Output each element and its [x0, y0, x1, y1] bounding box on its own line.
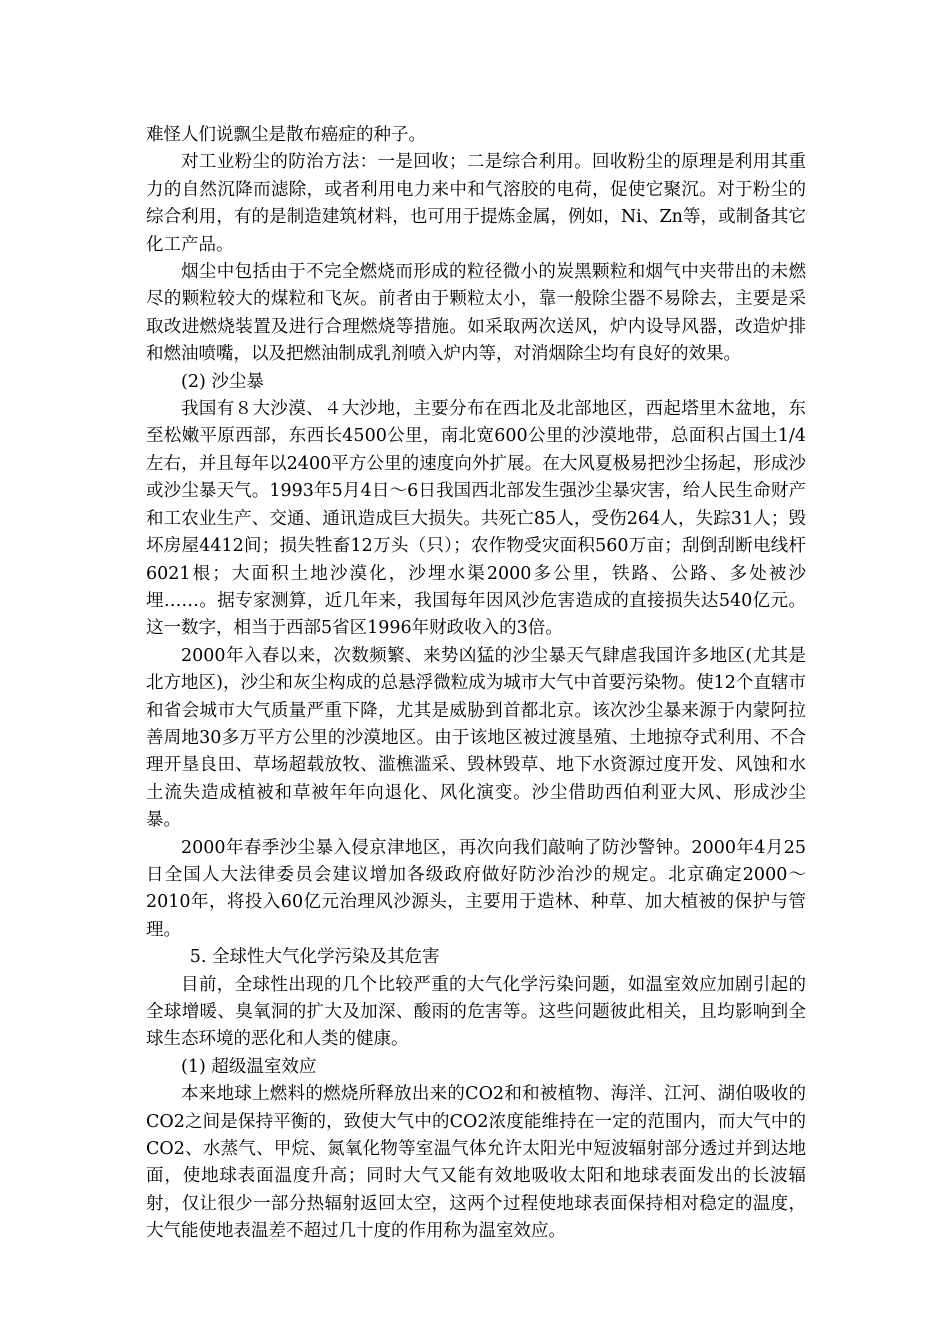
section-heading-greenhouse: (1) 超级温室效应 — [181, 1056, 317, 1077]
paragraph-greenhouse-effect: 本来地球上燃料的燃烧所释放出来的CO2和和被植物、海洋、江河、湖伯吸收的CO2之间是保持平衡的，致使大气中的CO2浓度能维持在一定的范围内，而大气中的CO2、水蒸气、甲烷、氮氧化物等室温气体允许太阳光中短波辐射部分透过并到达地面，使地球表面温度升高；同时大气又能有效地吸收太阳和地球表面发出的长波辐射，仅让很少一部分热辐射返回太空，这两个过程使地球表面保持相对稳定的温度，大气能使地表温差不超过几十度的作用称为温室效应。 — [146, 1084, 806, 1242]
section-heading-sandstorm: (2) 沙尘暴 — [181, 371, 264, 392]
paragraph-deserts: 我国有８大沙漠、４大沙地，主要分布在西北及北部地区，西起塔里木盆地，东至松嫩平原西部，东西长4500公里，南北宽600公里的沙漠地带，总面积占国土1/4左右，并且每年以2400平方公里的速度向外扩展。在大风夏极易把沙尘扬起，形成沙或沙尘暴天气。1993年5月4日～6日我国西北部发生强沙尘暴灾害，给人民生命财产和工农业生产、交通、通讯造成巨大损失。共死亡85人，受伤264人，失踪31人；毁坏房屋4412间；损失牲畜12万头（只）；农作物受灾面积560万亩；刮倒刮断电线杆6021根；大面积土地沙漠化，沙埋水渠2000多公里，铁路、公路、多处被沙埋……。据专家测算，近几年来，我国每年因风沙危害造成的直接损失达540亿元。这一数字，相当于西部5省区1996年财政收入的3倍。 — [146, 399, 806, 639]
paragraph-2000-spring: 2000年入春以来，次数频繁、来势凶猛的沙尘暴天气肆虐我国许多地区(尤其是北方地区)，沙尘和灰尘构成的总悬浮微粒成为城市大气中首要污染物。使12个直辖市和省会城市大气质量严重下降，尤其是威胁到首都北京。该次沙尘暴来源于内蒙阿拉善周地30多万平方公里的沙漠地区。由于该地区被过渡垦殖、土地掠夺式利用、不合理开垦良田、草场超载放牧、滥樵滥采、毁林毁草、地下水资源过度开发、风蚀和水土流失造成植被和草被年年向退化、风化演变。沙尘借助西伯利亚大风、形成沙尘暴。 — [146, 645, 806, 831]
document-page — [146, 122, 806, 1246]
section-heading-global-pollution: 5. 全球性大气化学污染及其危害 — [189, 947, 440, 968]
paragraph-continuation: 难怪人们说飘尘是散布癌症的种子。 — [146, 125, 426, 145]
paragraph-dust-control: 对工业粉尘的防治方法：一是回收；二是综合利用。回收粉尘的原理是利用其重力的自然沉降而滤除，或者利用电力来中和气溶胶的电荷，促使它聚沉。对于粉尘的综合利用，有的是制造建筑材料，也可用于提炼金属，例如，Ni、Zn等，或制备其它化工产品。 — [146, 152, 806, 255]
paragraph-global-problems: 目前，全球性出现的几个比较严重的大气化学污染问题，如温室效应加剧引起的全球增暖、臭氧洞的扩大及加深、酸雨的危害等。这些问题彼此相关，且均影响到全球生态环境的恶化和人类的健康。 — [146, 974, 806, 1050]
paragraph-beijing-plan: 2000年春季沙尘暴入侵京津地区，再次向我们敲响了防沙警钟。2000年4月25日全国人大法律委员会建议增加各级政府做好防沙治沙的规定。北京确定2000～2010年，将投入60亿元治理风沙源头，主要用于造林、种草、加大植被的保护与管理。 — [146, 837, 806, 940]
paragraph-smoke-dust: 烟尘中包括由于不完全燃烧而形成的粒径微小的炭黑颗粒和烟气中夹带出的未燃尽的颗粒较大的煤粒和飞灰。前者由于颗粒太小，靠一般除尘器不易除去，主要是采取改进燃烧装置及进行合理燃烧等措施。如采取两次送风，炉内设导风器，改造炉排和燃油喷嘴，以及把燃油制成乳剂喷入炉内等，对消烟除尘均有良好的效果。 — [146, 262, 806, 365]
